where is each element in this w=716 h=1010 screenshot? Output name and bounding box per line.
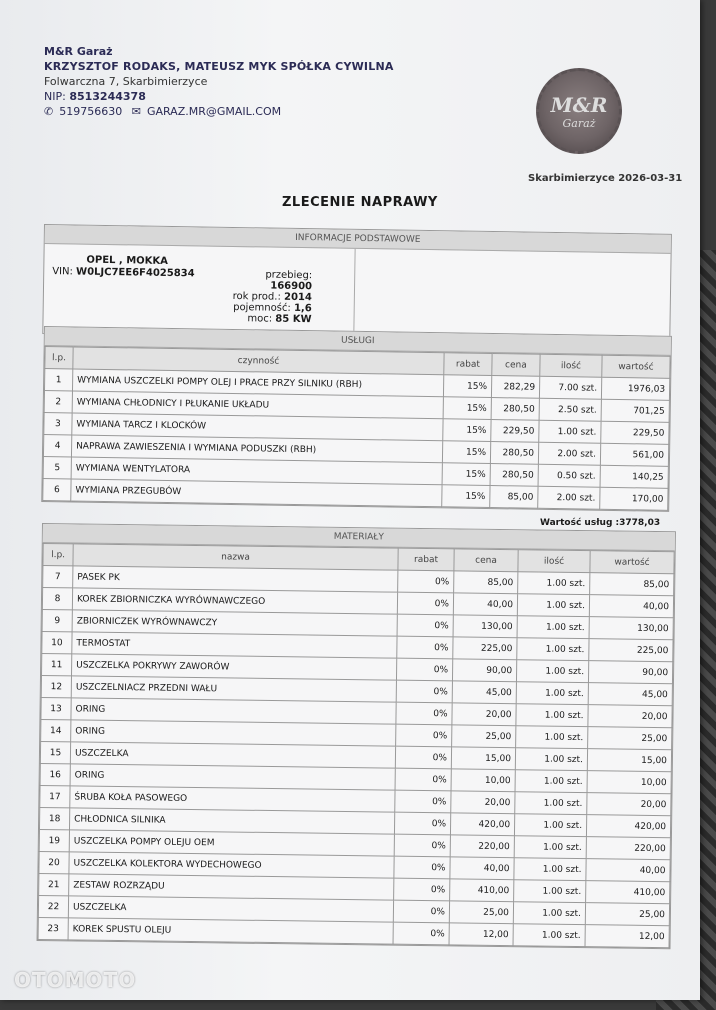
row-name: ORING <box>71 698 396 724</box>
row-quantity: 1.00 szt. <box>513 902 585 925</box>
row-name: WYMIANA USZCZELKI POMPY OLEJ I PRACE PRZY SILNIKU (RBH) <box>72 369 443 397</box>
row-name: CHŁODNICA SILNIKA <box>69 808 394 834</box>
row-price: 282,29 <box>491 376 539 399</box>
row-value: 561,00 <box>600 443 668 466</box>
row-quantity: 2.00 szt. <box>538 442 600 465</box>
row-quantity: 2.00 szt. <box>538 486 600 509</box>
row-quantity: 7.00 szt. <box>539 376 601 399</box>
services-header: USŁUGI <box>45 327 671 356</box>
row-discount: 0% <box>397 636 453 659</box>
row-name: WYMIANA TARCZ I KLOCKÓW <box>72 413 443 441</box>
row-discount: 0% <box>398 570 454 593</box>
row-quantity: 1.00 szt. <box>517 638 589 661</box>
row-price: 40,00 <box>453 593 517 616</box>
row-price: 12,00 <box>449 923 513 946</box>
row-quantity: 1.00 szt. <box>516 660 588 683</box>
row-price: 280,50 <box>490 442 538 465</box>
row-name: WYMIANA PRZEGUBÓW <box>71 479 442 507</box>
company-nip <box>44 89 394 104</box>
row-number: 14 <box>41 720 71 742</box>
row-quantity: 1.00 szt. <box>514 858 586 881</box>
row-number: 21 <box>39 873 69 895</box>
row-value: 220,00 <box>586 837 670 860</box>
row-price: 40,00 <box>450 857 514 880</box>
row-price: 20,00 <box>452 703 516 726</box>
row-quantity: 1.00 szt. <box>514 880 586 903</box>
row-value: 25,00 <box>588 727 672 750</box>
row-quantity: 1.00 szt. <box>513 924 585 947</box>
services-column-header: cena <box>492 354 540 377</box>
row-value: 25,00 <box>585 903 669 926</box>
row-discount: 15% <box>443 397 491 420</box>
company-contact <box>44 104 394 119</box>
row-quantity: 0.50 szt. <box>538 464 600 487</box>
row-name: USZCZELNIACZ PRZEDNI WAŁU <box>71 676 396 702</box>
power-value: 85 KW <box>275 313 312 326</box>
row-quantity: 1.00 szt. <box>514 814 586 837</box>
document-title: ZLECENIE NAPRAWY <box>282 195 438 210</box>
row-value: 225,00 <box>589 639 673 662</box>
row-discount: 15% <box>442 485 490 508</box>
row-price: 130,00 <box>453 615 517 638</box>
row-value: 1976,03 <box>601 377 669 400</box>
row-value: 40,00 <box>586 859 670 882</box>
row-number: 13 <box>41 698 71 720</box>
company-name: M&R Garaż <box>44 45 113 58</box>
row-discount: 0% <box>397 614 453 637</box>
row-quantity: 1.00 szt. <box>517 616 589 639</box>
services-column-header: czynność <box>73 347 444 375</box>
row-name: USZCZELKA <box>70 742 395 768</box>
nip-label: NIP: <box>44 90 66 103</box>
row-quantity: 1.00 szt. <box>515 770 587 793</box>
row-discount: 15% <box>442 441 490 464</box>
row-value: 20,00 <box>587 793 671 816</box>
engine-label: pojemność: <box>233 301 291 314</box>
row-discount: 0% <box>396 680 452 703</box>
row-discount: 0% <box>394 812 450 835</box>
row-number: 15 <box>40 742 70 764</box>
row-value: 40,00 <box>589 595 673 618</box>
row-quantity: 1.00 szt. <box>516 726 588 749</box>
row-value: 90,00 <box>588 661 672 684</box>
services-column-header: ilość <box>540 354 602 377</box>
row-value: 130,00 <box>589 617 673 640</box>
services-box <box>41 326 672 512</box>
vin-value: W0LJC7EE6F4025834 <box>75 266 195 280</box>
row-value: 45,00 <box>588 683 672 706</box>
row-name: USZCZELKA POMPY OLEJU OEM <box>69 830 394 856</box>
row-value: 701,25 <box>601 399 669 422</box>
row-name: WYMIANA WENTYLATORA <box>71 457 442 485</box>
row-discount: 0% <box>396 658 452 681</box>
services-column-header: wartość <box>602 355 670 378</box>
row-name: ŚRUBA KOŁA PASOWEGO <box>70 786 395 812</box>
row-discount: 0% <box>393 900 449 923</box>
year-value: 2014 <box>283 291 312 304</box>
row-number: 7 <box>43 566 73 588</box>
materials-column-header: l.p. <box>43 544 73 566</box>
vin-label: VIN: <box>52 266 73 278</box>
row-name: KOREK SPUSTU OLEJU <box>68 918 393 944</box>
row-discount: 0% <box>395 746 451 769</box>
row-name: USZCZELKA POKRYWY ZAWORÓW <box>72 654 397 680</box>
row-number: 5 <box>43 457 71 479</box>
row-discount: 15% <box>443 419 491 442</box>
row-number: 17 <box>40 785 70 807</box>
materials-column-header: cena <box>454 549 518 572</box>
row-number: 9 <box>42 610 72 632</box>
mileage-label: przebieg: <box>265 269 313 282</box>
basic-info-header: INFORMACJE PODSTAWOWE <box>45 225 671 254</box>
company-address: Folwarczna 7, Skarbimierzyce <box>44 75 208 88</box>
place-date: Skarbimierzyce 2026-03-31 <box>528 173 683 184</box>
row-name: KOREK ZBIORNICZKA WYRÓWNAWCZEGO <box>72 588 397 614</box>
row-price: 10,00 <box>451 769 515 792</box>
phone-icon: ✆ <box>44 105 54 118</box>
row-value: 15,00 <box>587 749 671 772</box>
watermark: OTOMOTO <box>14 968 137 992</box>
row-discount: 0% <box>395 790 451 813</box>
row-price: 225,00 <box>453 637 517 660</box>
materials-table <box>38 543 675 948</box>
row-discount: 0% <box>394 834 450 857</box>
company-header <box>44 44 394 119</box>
row-quantity: 1.00 szt. <box>518 572 590 595</box>
services-column-header: l.p. <box>45 347 73 369</box>
row-value: 170,00 <box>600 487 668 510</box>
row-price: 15,00 <box>451 747 515 770</box>
materials-box <box>37 523 676 949</box>
row-value: 229,50 <box>601 421 669 444</box>
row-name: ZBIORNICZEK WYRÓWNAWCZY <box>72 610 397 636</box>
row-price: 90,00 <box>452 659 516 682</box>
phone-number: 519756630 <box>59 105 123 118</box>
row-name: ORING <box>70 764 395 790</box>
car-model: OPEL , MOKKA <box>86 254 168 267</box>
row-price: 420,00 <box>450 813 514 836</box>
row-name: PASEK PK <box>73 566 398 592</box>
row-number: 3 <box>44 413 72 435</box>
car-specs <box>221 269 312 325</box>
row-number: 4 <box>43 435 71 457</box>
services-total: Wartość usług :3778,03 <box>540 518 661 528</box>
services-column-header: rabat <box>444 353 492 376</box>
row-quantity: 1.00 szt. <box>516 682 588 705</box>
row-value: 410,00 <box>586 881 670 904</box>
vin <box>52 266 195 279</box>
row-number: 22 <box>38 895 68 917</box>
row-number: 20 <box>39 851 69 873</box>
row-value: 140,25 <box>600 465 668 488</box>
row-number: 2 <box>44 391 72 413</box>
basic-info-box <box>42 224 672 344</box>
row-name: USZCZELKA KOLEKTORA WYDECHOWEGO <box>69 852 394 878</box>
year-label: rok prod.: <box>232 290 281 303</box>
row-quantity: 2.50 szt. <box>539 398 601 421</box>
row-name: ORING <box>71 720 396 746</box>
row-discount: 0% <box>396 702 452 725</box>
logo-text: M&R <box>550 92 608 117</box>
row-quantity: 1.00 szt. <box>539 420 601 443</box>
row-value: 420,00 <box>586 815 670 838</box>
row-number: 1 <box>44 369 72 391</box>
row-price: 20,00 <box>451 791 515 814</box>
power-label: moc: <box>247 313 273 325</box>
row-price: 85,00 <box>454 571 518 594</box>
row-quantity: 1.00 szt. <box>515 792 587 815</box>
row-price: 85,00 <box>490 486 538 509</box>
row-price: 25,00 <box>452 725 516 748</box>
row-value: 20,00 <box>588 705 672 728</box>
row-number: 10 <box>42 632 72 654</box>
materials-column-header: nazwa <box>73 544 398 570</box>
row-number: 6 <box>43 479 71 501</box>
engine-value: 1,6 <box>293 302 312 315</box>
row-price: 280,50 <box>490 464 538 487</box>
row-price: 280,50 <box>491 398 539 421</box>
row-discount: 0% <box>394 856 450 879</box>
row-name: USZCZELKA <box>68 896 393 922</box>
email-address: GARAZ.MR@GMAIL.COM <box>146 105 282 118</box>
nip-value: 8513244378 <box>69 90 146 103</box>
materials-column-header: ilość <box>518 550 590 573</box>
row-number: 12 <box>41 676 71 698</box>
row-number: 18 <box>39 807 69 829</box>
row-name: WYMIANA CHŁODNICY I PŁUKANIE UKŁADU <box>72 391 443 419</box>
row-name: NAPRAWA ZAWIESZENIA I WYMIANA PODUSZKI (RBH) <box>71 435 442 463</box>
company-logo <box>536 68 622 154</box>
materials-column-header: wartość <box>590 551 674 574</box>
row-value: 85,00 <box>590 573 674 596</box>
row-discount: 0% <box>393 922 449 945</box>
row-discount: 0% <box>396 724 452 747</box>
row-discount: 0% <box>397 592 453 615</box>
row-name: TERMOSTAT <box>72 632 397 658</box>
row-number: 16 <box>40 763 70 785</box>
services-table <box>42 346 670 511</box>
row-quantity: 1.00 szt. <box>515 748 587 771</box>
row-quantity: 1.00 szt. <box>516 704 588 727</box>
email-icon: ✉ <box>131 105 141 118</box>
row-quantity: 1.00 szt. <box>514 836 586 859</box>
row-price: 25,00 <box>449 901 513 924</box>
row-price: 220,00 <box>450 835 514 858</box>
row-number: 19 <box>39 829 69 851</box>
mileage-value: 166900 <box>270 280 313 293</box>
row-discount: 0% <box>395 768 451 791</box>
row-discount: 15% <box>443 375 491 398</box>
row-price: 45,00 <box>452 681 516 704</box>
row-number: 8 <box>42 588 72 610</box>
row-value: 10,00 <box>587 771 671 794</box>
row-value: 12,00 <box>585 925 669 948</box>
row-price: 229,50 <box>491 420 539 443</box>
company-full-name: KRZYSZTOF RODAKS, MATEUSZ MYK SPÓŁKA CYWILNA <box>44 60 394 73</box>
row-discount: 15% <box>442 463 490 486</box>
row-discount: 0% <box>394 878 450 901</box>
row-name: ZESTAW ROZRZĄDU <box>69 874 394 900</box>
row-price: 410,00 <box>450 879 514 902</box>
row-quantity: 1.00 szt. <box>517 594 589 617</box>
materials-header: MATERIAŁY <box>43 524 675 551</box>
row-number: 11 <box>42 654 72 676</box>
logo-subtext: Garaż <box>562 116 596 130</box>
materials-column-header: rabat <box>398 548 454 571</box>
row-number: 23 <box>38 917 68 939</box>
